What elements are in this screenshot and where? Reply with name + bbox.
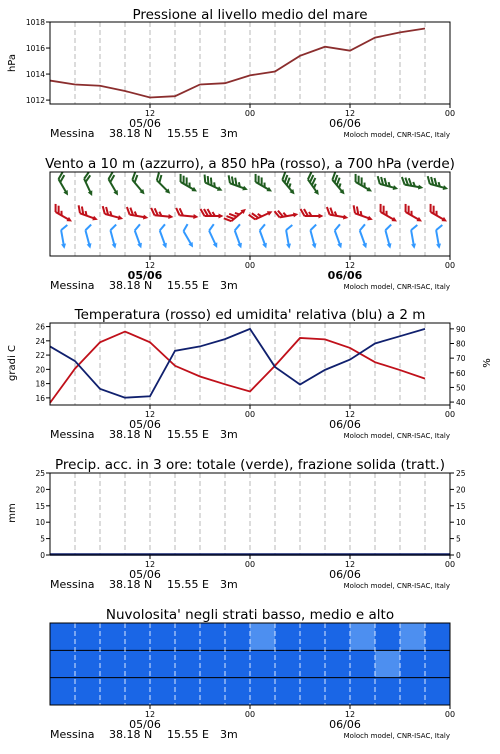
x-tick-label: 00: [444, 261, 456, 270]
footer-credit: Moloch model, CNR-ISAC, Italy: [343, 582, 450, 590]
cloud-cell: [50, 623, 76, 651]
cloud-cell: [250, 650, 276, 678]
cloud-cell: [275, 623, 301, 651]
barb-700hpa: [375, 176, 400, 191]
y-tick-label: 1018: [25, 18, 45, 27]
pressure-title: Pressione al livello medio del mare: [132, 7, 368, 23]
barb-850hpa: [201, 209, 224, 219]
x-tick-label: 12: [344, 560, 356, 569]
x-tick-label: 00: [244, 560, 256, 569]
barb-850hpa: [175, 208, 199, 219]
cloud-cell: [125, 623, 151, 651]
y-tick-label: 5: [40, 534, 45, 544]
barb-700hpa: [278, 172, 300, 196]
cloud-cell: [375, 623, 401, 651]
x-tick-label: 12: [344, 109, 356, 118]
cloud-cell: [100, 650, 126, 678]
y-tick-label: 1012: [25, 96, 45, 106]
footer-credit: Moloch model, CNR-ISAC, Italy: [343, 131, 450, 139]
x-tick-label: 12: [344, 710, 356, 719]
barb-700hpa: [304, 172, 325, 196]
footer-station: Messina: [50, 428, 95, 441]
precipitation-ylabel: mm: [7, 503, 18, 523]
humidity-ylabel: %: [482, 358, 493, 368]
y2-tick-label: 60: [456, 368, 466, 378]
barb-10m: [382, 225, 397, 250]
x-date-label: 06/06: [327, 269, 363, 282]
cloud-cell: [200, 678, 226, 706]
barb-700hpa: [80, 172, 98, 197]
pressure-panel: [0, 0, 500, 150]
cloud-cell: [50, 678, 76, 706]
cloud-cell: [375, 678, 401, 706]
barb-10m: [331, 224, 348, 249]
cloud-cell: [250, 623, 276, 651]
barb-850hpa: [426, 204, 451, 224]
wind-title: Vento a 10 m (azzurro), a 850 hPa (rosso), a 700 hPa (verde): [45, 156, 455, 172]
y-tick-label: 16: [35, 393, 45, 403]
footer-lat: 38.18 N: [109, 728, 153, 741]
y-tick-label: 20: [35, 365, 45, 375]
cloud-cell: [100, 623, 126, 651]
cloud-cell: [250, 678, 276, 706]
y-tick-label: 1016: [25, 44, 45, 54]
cloud-cell: [75, 623, 101, 651]
x-tick-label: 12: [144, 560, 156, 569]
cloud-cell: [75, 650, 101, 678]
wind-chart: [0, 150, 500, 295]
x-tick-label: 00: [244, 109, 256, 118]
barb-10m: [82, 225, 97, 250]
footer-lat: 38.18 N: [109, 279, 153, 292]
cloud-cell: [200, 623, 226, 651]
x-tick-label: 12: [144, 710, 156, 719]
barb-10m: [179, 224, 199, 249]
footer-alt: 3m: [220, 428, 238, 441]
barb-700hpa: [104, 172, 124, 197]
temperature-chart: [0, 295, 500, 445]
temperature-panel: [0, 295, 500, 445]
y2-tick-label: 15: [456, 501, 466, 511]
footer-credit: Moloch model, CNR-ISAC, Italy: [343, 283, 450, 291]
barb-10m: [283, 225, 296, 249]
y2-tick-label: 50: [456, 383, 466, 393]
cloud-cell: [425, 650, 451, 678]
x-tick-label: 12: [144, 261, 156, 270]
cloud-cell: [325, 650, 351, 678]
barb-850hpa: [100, 206, 125, 221]
barb-10m: [107, 225, 122, 250]
footer-lon: 15.55 E: [167, 279, 209, 292]
cloud-chart: [0, 595, 500, 750]
footer-station: Messina: [50, 578, 95, 591]
x-date-label: 05/06: [127, 269, 163, 282]
footer-lat: 38.18 N: [109, 578, 153, 591]
footer-station: Messina: [50, 279, 95, 292]
y-tick-label: 10: [35, 518, 45, 528]
footer-credit: Moloch model, CNR-ISAC, Italy: [343, 432, 450, 440]
precipitation-chart: [0, 445, 500, 595]
x-tick-label: 12: [344, 410, 356, 419]
barb-700hpa: [201, 175, 226, 193]
temperature-title: Temperatura (rosso) ed umidita' relativa (blu) a 2 m: [74, 307, 426, 323]
y2-tick-label: 20: [456, 485, 466, 495]
precipitation-panel: [0, 445, 500, 595]
cloud-cell: [400, 623, 426, 651]
cloud-cell: [225, 678, 251, 706]
barb-10m: [231, 224, 248, 249]
barb-10m: [205, 224, 223, 249]
footer-alt: 3m: [220, 127, 238, 140]
y2-tick-label: 5: [456, 534, 461, 544]
barb-850hpa: [224, 204, 248, 226]
barb-700hpa: [128, 172, 150, 196]
cloud-cell: [175, 678, 201, 706]
pressure-chart: [0, 0, 500, 150]
y2-tick-label: 0: [456, 551, 461, 560]
barb-850hpa: [376, 204, 401, 224]
cloud-cell: [400, 678, 426, 706]
x-tick-label: 12: [144, 109, 156, 118]
barb-10m: [408, 225, 421, 249]
barb-10m: [356, 224, 373, 249]
barb-850hpa: [150, 208, 174, 219]
x-tick-label: 12: [144, 410, 156, 419]
x-tick-label: 12: [344, 261, 356, 270]
footer-lat: 38.18 N: [109, 428, 153, 441]
footer-station: Messina: [50, 127, 95, 140]
pressure-line: [50, 29, 425, 98]
barb-850hpa: [51, 204, 76, 224]
footer-station: Messina: [50, 728, 95, 741]
cloud-cell: [325, 623, 351, 651]
footer-credit: Moloch model, CNR-ISAC, Italy: [343, 732, 450, 740]
cloud-cell: [300, 650, 326, 678]
barb-700hpa: [176, 174, 201, 194]
cloud-cell: [225, 623, 251, 651]
cloud-cell: [300, 678, 326, 706]
x-date-label: 05/06: [129, 568, 161, 581]
cloud-cell: [225, 650, 251, 678]
y-tick-label: 1014: [25, 70, 45, 80]
pressure-ylabel: hPa: [7, 53, 18, 73]
cloud-cell: [150, 678, 176, 706]
cloud-cell: [125, 678, 151, 706]
barb-850hpa: [274, 207, 298, 220]
x-date-label: 06/06: [329, 117, 361, 130]
cloud-cell: [400, 650, 426, 678]
barb-850hpa: [325, 207, 349, 220]
footer-lon: 15.55 E: [167, 127, 209, 140]
barb-700hpa: [152, 173, 175, 196]
footer-lon: 15.55 E: [167, 578, 209, 591]
barb-850hpa: [301, 209, 324, 219]
cloud-cell: [75, 678, 101, 706]
cloud-title: Nuvolosita' negli strati basso, medio e alto: [105, 607, 395, 623]
footer-lon: 15.55 E: [167, 428, 209, 441]
cloud-panel: [0, 595, 500, 750]
barb-700hpa: [425, 176, 450, 191]
y2-tick-label: 90: [456, 324, 466, 334]
cloud-cell: [150, 650, 176, 678]
cloud-cell: [50, 650, 76, 678]
x-tick-label: 00: [244, 710, 256, 719]
y-tick-label: 20: [35, 485, 45, 495]
barb-10m: [131, 224, 148, 249]
x-tick-label: 00: [444, 710, 456, 719]
footer-lon: 15.55 E: [167, 728, 209, 741]
cloud-cell: [350, 678, 376, 706]
barb-700hpa: [351, 174, 376, 194]
x-date-label: 06/06: [329, 718, 361, 731]
y2-tick-label: 10: [456, 518, 466, 528]
y-tick-label: 18: [35, 379, 45, 389]
y-tick-label: 0: [40, 551, 45, 560]
precipitation-title: Precip. acc. in 3 ore: totale (verde), frazione solida (tratt.): [55, 457, 445, 473]
y-tick-label: 26: [35, 322, 45, 332]
barb-10m: [58, 225, 71, 249]
x-date-label: 05/06: [129, 418, 161, 431]
barb-700hpa: [54, 172, 74, 197]
y-tick-label: 15: [35, 501, 45, 511]
barb-850hpa: [75, 205, 100, 222]
footer-lat: 38.18 N: [109, 127, 153, 140]
temperature-line: [50, 332, 425, 403]
y-tick-label: 24: [35, 336, 45, 346]
x-date-label: 06/06: [329, 568, 361, 581]
x-tick-label: 00: [444, 109, 456, 118]
x-tick-label: 00: [244, 261, 256, 270]
barb-850hpa: [125, 207, 149, 220]
x-date-label: 06/06: [329, 418, 361, 431]
barb-850hpa: [350, 205, 375, 222]
x-tick-label: 00: [444, 560, 456, 569]
x-tick-label: 00: [444, 410, 456, 419]
barb-10m: [256, 224, 273, 249]
barb-850hpa: [401, 204, 426, 224]
cloud-cell: [375, 650, 401, 678]
barb-700hpa: [225, 175, 250, 192]
cloud-cell: [425, 678, 451, 706]
cloud-cell: [100, 678, 126, 706]
cloud-cell: [275, 678, 301, 706]
barb-700hpa: [328, 172, 350, 196]
barb-10m: [307, 225, 322, 250]
barb-700hpa: [251, 174, 276, 194]
cloud-cell: [275, 650, 301, 678]
cloud-cell: [150, 623, 176, 651]
y2-tick-label: 80: [456, 339, 466, 349]
temperature-ylabel: gradi C: [7, 345, 18, 381]
y-tick-label: 25: [35, 469, 45, 478]
cloud-cell: [350, 623, 376, 651]
cloud-cell: [325, 678, 351, 706]
barb-700hpa: [400, 177, 424, 190]
y-tick-label: 22: [35, 351, 45, 361]
cloud-cell: [175, 650, 201, 678]
x-tick-label: 00: [244, 410, 256, 419]
cloud-cell: [425, 623, 451, 651]
cloud-cell: [350, 650, 376, 678]
barb-850hpa: [249, 205, 274, 223]
footer-alt: 3m: [220, 279, 238, 292]
cloud-cell: [300, 623, 326, 651]
cloud-cell: [200, 650, 226, 678]
barb-10m: [433, 225, 446, 249]
y2-tick-label: 25: [456, 469, 466, 478]
y2-tick-label: 70: [456, 354, 466, 364]
y2-tick-label: 40: [456, 398, 466, 408]
cloud-cell: [125, 650, 151, 678]
footer-alt: 3m: [220, 728, 238, 741]
x-date-label: 05/06: [129, 117, 161, 130]
barb-10m: [156, 224, 173, 249]
wind-panel: [0, 150, 500, 295]
cloud-cell: [175, 623, 201, 651]
x-date-label: 05/06: [129, 718, 161, 731]
footer-alt: 3m: [220, 578, 238, 591]
